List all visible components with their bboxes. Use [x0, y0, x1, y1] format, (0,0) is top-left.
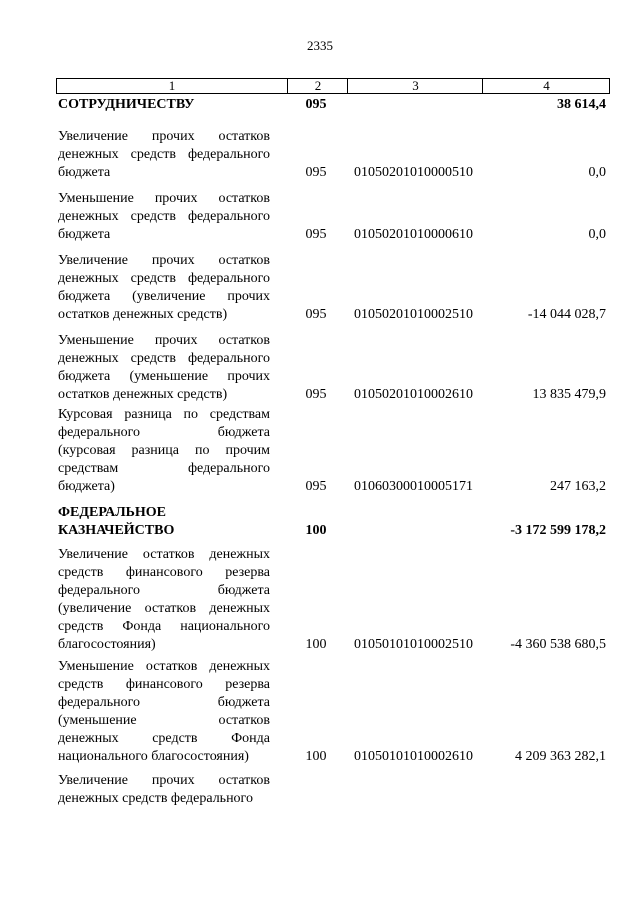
row-name-line: федерального бюджета [58, 583, 270, 598]
row-name [58, 406, 270, 496]
table-row [56, 128, 608, 182]
row-kbk: 01050201010002610 [354, 387, 473, 402]
row-name-line: бюджета (увеличение прочих [58, 289, 270, 304]
row-code: 095 [305, 227, 327, 242]
table-row [56, 406, 608, 496]
table-row [56, 772, 608, 808]
row-name-line: (увеличение остатков денежных [58, 601, 270, 616]
row-name-line: денежных средств федерального [58, 271, 270, 286]
row-name-line: бюджета) [58, 479, 115, 494]
row-kbk: 01050101010002610 [354, 749, 473, 764]
row-name-line: Увеличение прочих остатков [58, 773, 270, 788]
row-amount: -4 360 538 680,5 [510, 637, 606, 652]
row-name-line: Курсовая разница по средствам [58, 407, 270, 422]
row-name-line: национального благосостояния) [58, 749, 249, 764]
row-code: 095 [305, 165, 327, 180]
table-row [56, 658, 608, 766]
table-row [56, 96, 608, 114]
row-name-line: ФЕДЕРАЛЬНОЕ [58, 505, 167, 520]
row-kbk: 01050101010002510 [354, 637, 473, 652]
row-name-line: средствам федерального [58, 461, 270, 476]
row-name-line: средств финансового резерва [58, 565, 270, 580]
row-name [58, 128, 270, 182]
header-col-4: 4 [482, 79, 610, 93]
row-name-line: (курсовая разница по прочим [58, 443, 270, 458]
row-amount: 0,0 [588, 165, 606, 180]
row-name-line: бюджета (уменьшение прочих [58, 369, 270, 384]
row-name-line: СОТРУДНИЧЕСТВУ [58, 97, 195, 112]
row-name-line: остатков денежных средств) [58, 387, 228, 402]
table-row [56, 546, 608, 654]
row-name [58, 546, 270, 654]
row-name-line: благосостояния) [58, 637, 156, 652]
row-code: 095 [305, 97, 327, 112]
row-name-line: бюджета [58, 165, 111, 180]
row-name [58, 252, 270, 324]
row-amount: 4 209 363 282,1 [515, 749, 606, 764]
table-header [56, 78, 610, 94]
row-amount: 13 835 479,9 [532, 387, 606, 402]
row-name-line: Увеличение прочих остатков [58, 253, 270, 268]
row-name-line: денежных средств федерального [58, 791, 253, 806]
row-code: 095 [305, 479, 327, 494]
row-amount: -14 044 028,7 [527, 307, 606, 322]
header-col-2: 2 [287, 79, 348, 93]
row-name [58, 332, 270, 404]
row-name-line: средств финансового резерва [58, 677, 270, 692]
row-name-line: (уменьшение остатков [58, 713, 270, 728]
row-code: 100 [305, 523, 327, 538]
row-name [58, 190, 270, 244]
row-name-line: федерального бюджета [58, 425, 270, 440]
table-row [56, 252, 608, 324]
row-kbk: 01050201010000610 [354, 227, 473, 242]
row-name-line: КАЗНАЧЕЙСТВО [58, 523, 175, 538]
row-name-line: Уменьшение прочих остатков [58, 191, 270, 206]
row-name [58, 772, 270, 808]
row-name [58, 504, 270, 540]
row-code: 100 [305, 749, 327, 764]
page-number: 2335 [307, 38, 333, 53]
row-name-line: Увеличение остатков денежных [58, 547, 270, 562]
row-name [58, 96, 270, 114]
row-code: 095 [305, 307, 327, 322]
row-kbk: 01050201010002510 [354, 307, 473, 322]
row-amount: 247 163,2 [550, 479, 606, 494]
row-name-line: Уменьшение прочих остатков [58, 333, 270, 348]
row-kbk: 01060300010005171 [354, 479, 473, 494]
header-col-3: 3 [347, 79, 483, 93]
row-name-line: денежных средств федерального [58, 209, 270, 224]
row-name-line: денежных средств Фонда [58, 731, 270, 746]
row-name-line: Увеличение прочих остатков [58, 129, 270, 144]
row-name [58, 658, 270, 766]
row-amount: 0,0 [588, 227, 606, 242]
row-name-line: денежных средств федерального [58, 351, 270, 366]
row-kbk: 01050201010000510 [354, 165, 473, 180]
row-name-line: бюджета [58, 227, 111, 242]
table-row [56, 504, 608, 540]
row-code: 095 [305, 387, 327, 402]
row-name-line: Уменьшение остатков денежных [58, 659, 270, 674]
header-col-1: 1 [168, 78, 176, 93]
row-name-line: денежных средств федерального [58, 147, 270, 162]
row-code: 100 [305, 637, 327, 652]
row-amount: -3 172 599 178,2 [510, 523, 606, 538]
table-row [56, 190, 608, 244]
table-row [56, 332, 608, 404]
row-amount: 38 614,4 [557, 97, 606, 112]
row-name-line: остатков денежных средств) [58, 307, 228, 322]
row-name-line: средств Фонда национального [58, 619, 270, 634]
row-name-line: федерального бюджета [58, 695, 270, 710]
